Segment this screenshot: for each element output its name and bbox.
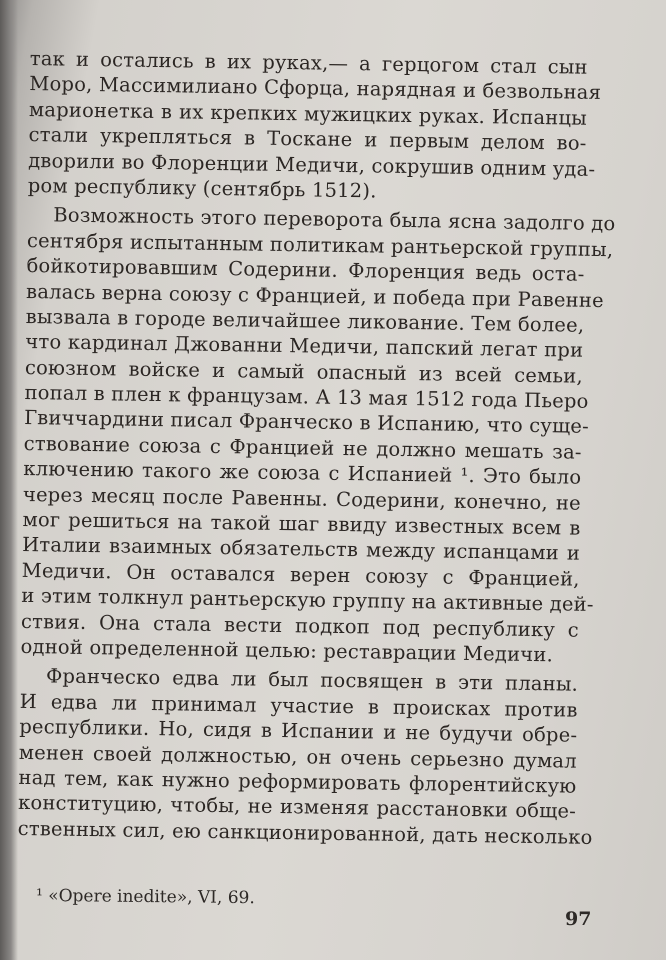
text-line: менен своей должностью, он очень серьезно думал — [18, 740, 578, 773]
body-text — [17, 46, 616, 854]
text-line: валась верна союзу с Францией, и победа при Равенне — [25, 279, 604, 312]
text-line: так и остались в их руках,— а герцогом стал сын — [29, 46, 588, 79]
text-line: союзном войске и самый опасный из всей семьи, — [24, 355, 584, 388]
text-line: республики. Но, сидя в Испании и не будучи обре- — [19, 715, 578, 747]
text-line: что кардинал Джованни Медичи, папский легат при — [25, 330, 584, 363]
paragraph — [27, 46, 602, 207]
text-line: попал в плен к французам. А 13 мая 1512 года Пьеро — [24, 381, 589, 413]
page-number: 97 — [565, 908, 592, 930]
text-line: через месяц после Равенны. Содерини, конечно, не — [22, 482, 582, 515]
text-line: Италии взаимных обязательств между испанцами и — [21, 533, 581, 566]
text-line: ром республику (сентябрь 1512). — [27, 173, 377, 203]
text-line: стали укрепляться в Тоскане и первым делом во- — [28, 123, 587, 155]
footnote: ¹ «Opere inedite», VI, 69. — [35, 885, 255, 909]
text-line: над тем, как нужно реформировать флорентийскую — [18, 765, 577, 798]
text-line: и этим толкнул рантьерскую группу на активные дей- — [21, 584, 594, 617]
text-line: Моро, Массимилиано Сфорца, нарядная и безвольная — [29, 72, 602, 105]
text-line: Франческо едва ли был посвящен в эти планы. — [45, 664, 579, 697]
text-line: конституцию, чтобы, не изменяя расстановки обще- — [17, 791, 577, 823]
text-line: вызвала в городе величайшее ликование. Тем более, — [25, 304, 585, 337]
text-line: марионетка в их крепких мужицких руках. Испанцы — [28, 97, 588, 130]
paragraph — [17, 663, 593, 849]
text-line: бойкотировавшим Содерини. Флоренция ведь оста- — [26, 254, 585, 286]
text-line: Медичи. Он оставался верен союзу с Францией, — [21, 558, 580, 591]
paragraph — [20, 202, 616, 668]
text-line: ключению такого же союза с Испанией ¹. Это было — [23, 457, 582, 489]
text-line: Гвиччардини писал Франческо в Испанию, что суще- — [23, 406, 590, 439]
text-line: мог решиться на такой шаг ввиду известных всем в — [22, 507, 581, 540]
text-line: одной определенной целью: реставрации Медичи. — [20, 634, 554, 667]
text-line: ствование союза с Францией не должно мешать за- — [23, 431, 582, 464]
page-gutter-shadow — [0, 0, 18, 960]
text-line: Возможность этого переворота была ясна задолго до — [53, 203, 616, 236]
text-line: ствия. Она стала вести подкоп под республику с — [20, 609, 580, 642]
text-line: ственных сил, ею санкционированной, дать несколько — [17, 816, 593, 849]
text-line: дворили во Флоренции Медичи, сокрушив одним уда- — [28, 148, 596, 181]
text-line: сентября испытанным политикам рантьерской группы, — [26, 228, 614, 261]
text-line: И едва ли принимал участие в происках против — [19, 689, 578, 722]
